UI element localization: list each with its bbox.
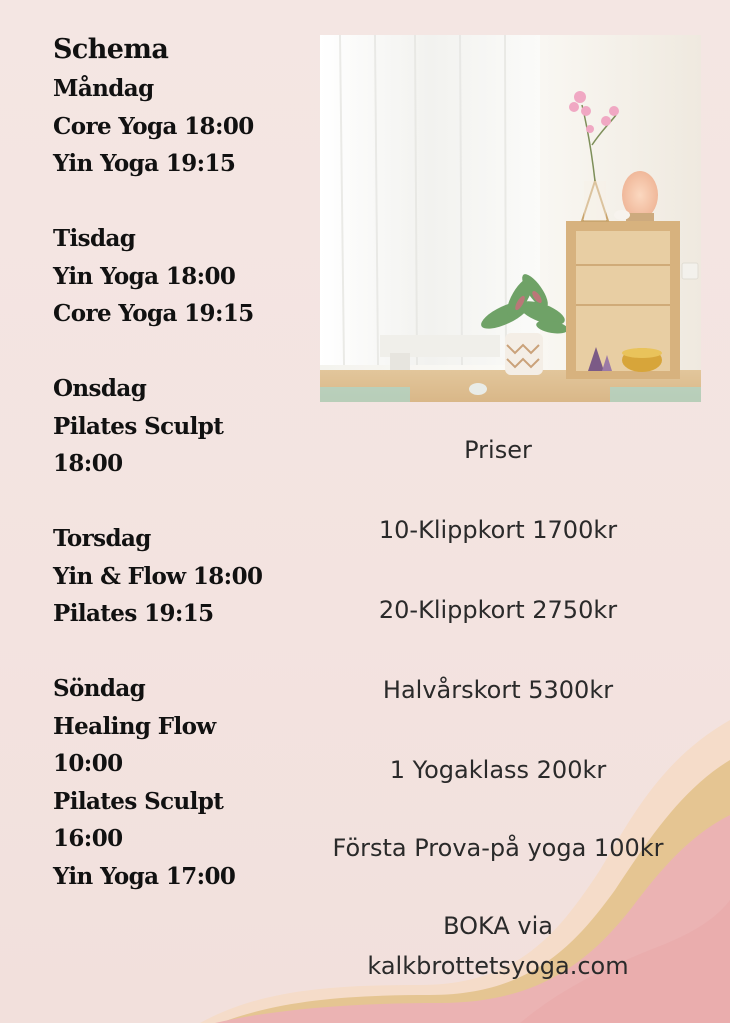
day-heading-monday: Måndag xyxy=(53,75,154,102)
price-item: Halvårskort 5300kr xyxy=(382,676,614,704)
class-entry: Yin Yoga 17:00 xyxy=(53,862,236,890)
price-item: 1 Yogaklass 200kr xyxy=(389,756,607,784)
price-item: 10-Klippkort 1700kr xyxy=(378,516,618,544)
booking-label: BOKA via xyxy=(443,912,553,940)
price-item: 20-Klippkort 2750kr xyxy=(378,596,618,624)
prices-heading: Priser xyxy=(464,436,532,464)
class-entry: Core Yoga 18:00 xyxy=(53,112,254,140)
class-entry: Pilates Sculpt xyxy=(53,412,224,440)
class-entry: Yin Yoga 19:15 xyxy=(53,150,236,177)
class-entry: Yin & Flow 18:00 xyxy=(53,562,263,590)
class-entry: Pilates Sculpt xyxy=(53,787,224,815)
schedule-title: Schema xyxy=(53,34,169,65)
class-entry: 16:00 xyxy=(53,825,123,852)
day-heading-thursday: Torsdag xyxy=(53,525,151,552)
class-entry: Yin Yoga 18:00 xyxy=(53,262,236,290)
day-heading-sunday: Söndag xyxy=(53,675,146,702)
class-entry: 18:00 xyxy=(53,450,123,477)
studio-photo xyxy=(320,35,701,402)
class-entry: Healing Flow xyxy=(53,712,216,740)
price-item: Första Prova-på yoga 100kr xyxy=(332,834,664,862)
class-entry: Core Yoga 19:15 xyxy=(53,300,254,327)
day-heading-wednesday: Onsdag xyxy=(53,375,147,402)
day-heading-tuesday: Tisdag xyxy=(53,225,136,252)
class-entry: Pilates 19:15 xyxy=(53,600,214,627)
schedule-list xyxy=(53,30,313,895)
class-entry: 10:00 xyxy=(53,750,123,777)
booking-website: kalkbrottetsyoga.com xyxy=(367,952,629,980)
